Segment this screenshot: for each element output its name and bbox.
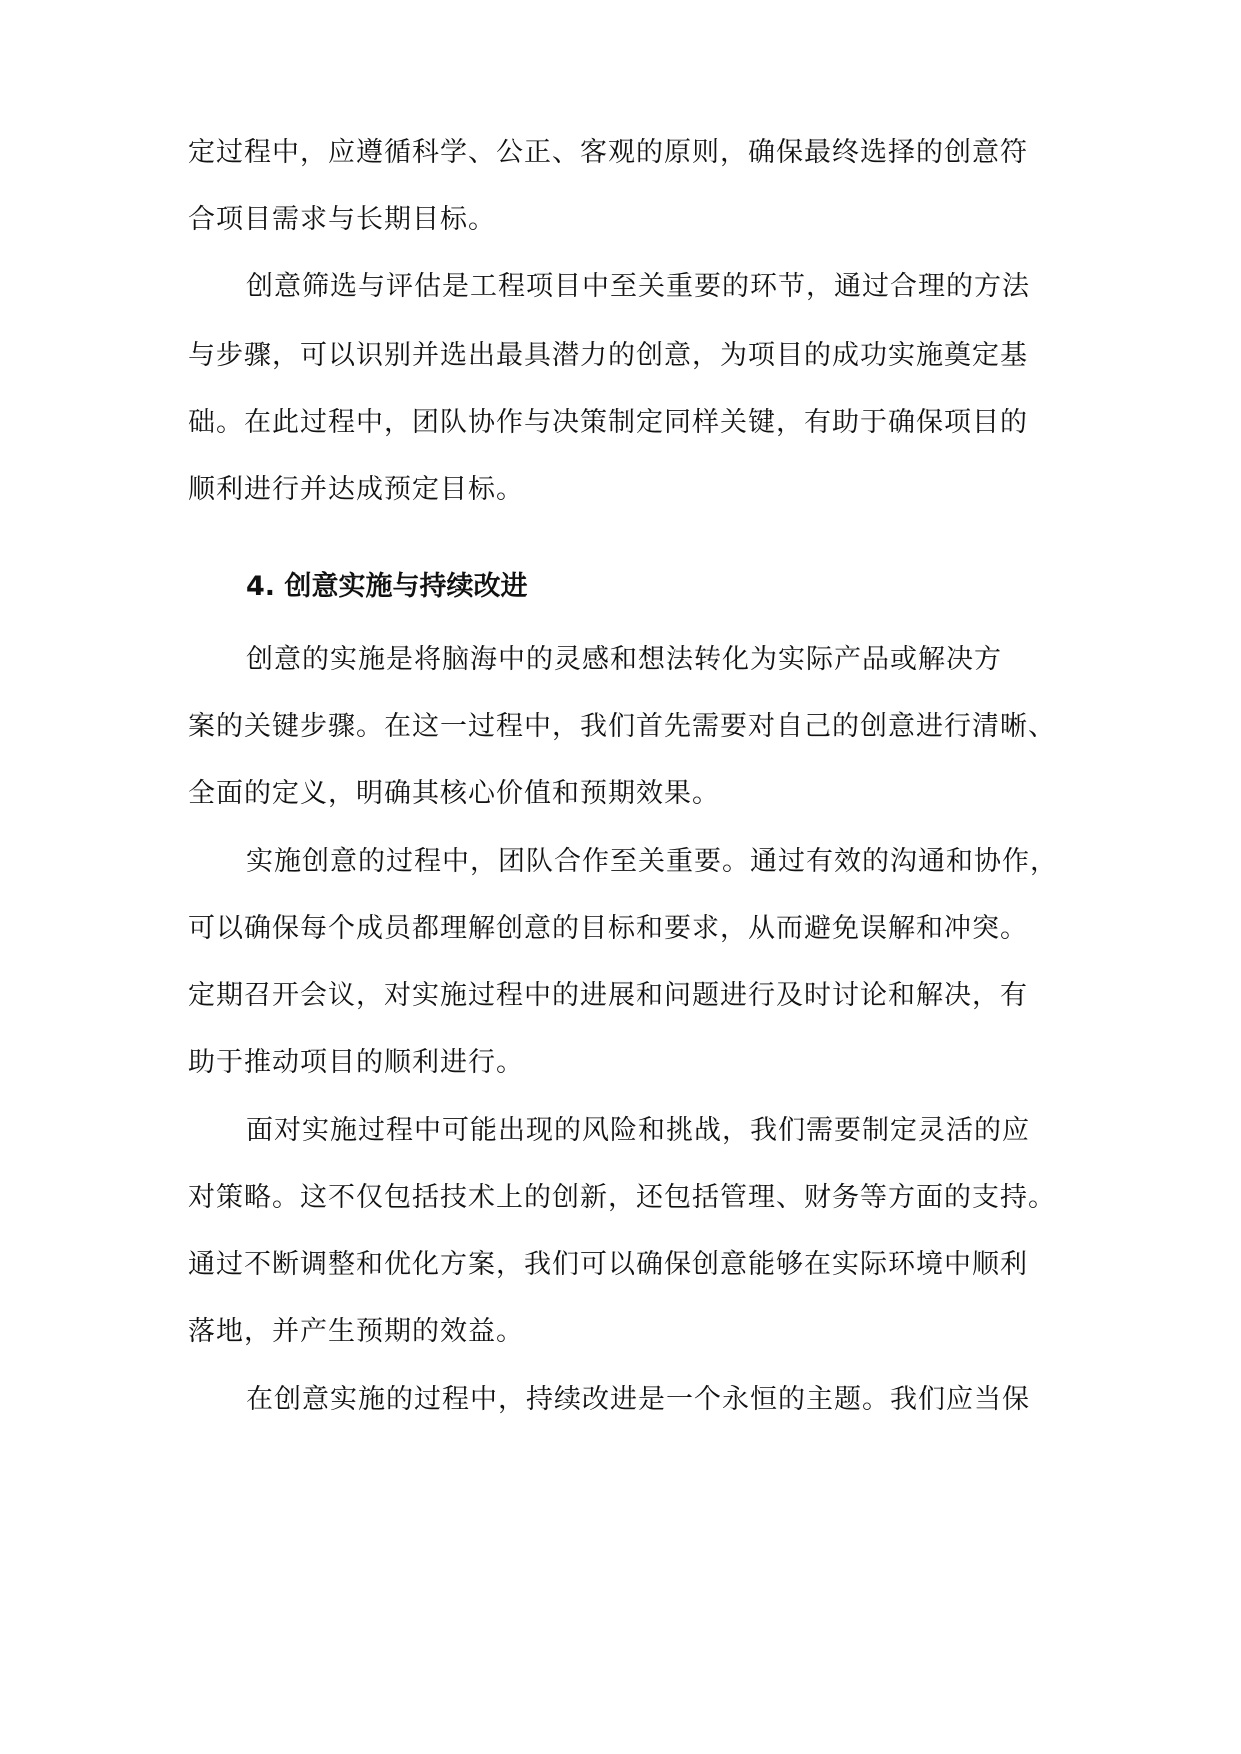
paragraph-5-line-3: 通过不断调整和优化方案，我们可以确保创意能够在实际环境中顺利 — [188, 1249, 1028, 1280]
paragraph-3-line-1: 创意的实施是将脑海中的灵感和想法转化为实际产品或解决方 — [246, 644, 1002, 675]
paragraph-3-line-3: 全面的定义，明确其核心价值和预期效果。 — [188, 778, 720, 809]
paragraph-3-line-2: 案的关键步骤。在这一过程中，我们首先需要对自己的创意进行清晰、 — [188, 711, 1056, 742]
paragraph-4-line-4: 助于推动项目的顺利进行。 — [188, 1047, 524, 1078]
paragraph-4-line-1: 实施创意的过程中，团队合作至关重要。通过有效的沟通和协作， — [246, 846, 1058, 877]
paragraph-6-line-1: 在创意实施的过程中，持续改进是一个永恒的主题。我们应当保 — [246, 1384, 1030, 1415]
paragraph-2-line-4: 顺利进行并达成预定目标。 — [188, 474, 524, 505]
section-heading: 4. 创意实施与持续改进 — [246, 571, 528, 602]
paragraph-5-line-2: 对策略。这不仅包括技术上的创新，还包括管理、财务等方面的支持。 — [188, 1182, 1056, 1213]
paragraph-2-line-1: 创意筛选与评估是工程项目中至关重要的环节，通过合理的方法 — [246, 271, 1030, 302]
paragraph-5-line-1: 面对实施过程中可能出现的风险和挑战，我们需要制定灵活的应 — [246, 1115, 1030, 1146]
paragraph-4-line-2: 可以确保每个成员都理解创意的目标和要求，从而避免误解和冲突。 — [188, 913, 1028, 944]
paragraph-1-line-1: 定过程中，应遵循科学、公正、客观的原则，确保最终选择的创意符 — [188, 137, 1028, 168]
paragraph-1-line-2: 合项目需求与长期目标。 — [188, 204, 496, 235]
paragraph-2-line-3: 础。在此过程中，团队协作与决策制定同样关键，有助于确保项目的 — [188, 407, 1028, 438]
paragraph-4-line-3: 定期召开会议，对实施过程中的进展和问题进行及时讨论和解决，有 — [188, 980, 1028, 1011]
paragraph-5-line-4: 落地，并产生预期的效益。 — [188, 1316, 524, 1347]
paragraph-2-line-2: 与步骤，可以识别并选出最具潜力的创意，为项目的成功实施奠定基 — [188, 340, 1028, 371]
